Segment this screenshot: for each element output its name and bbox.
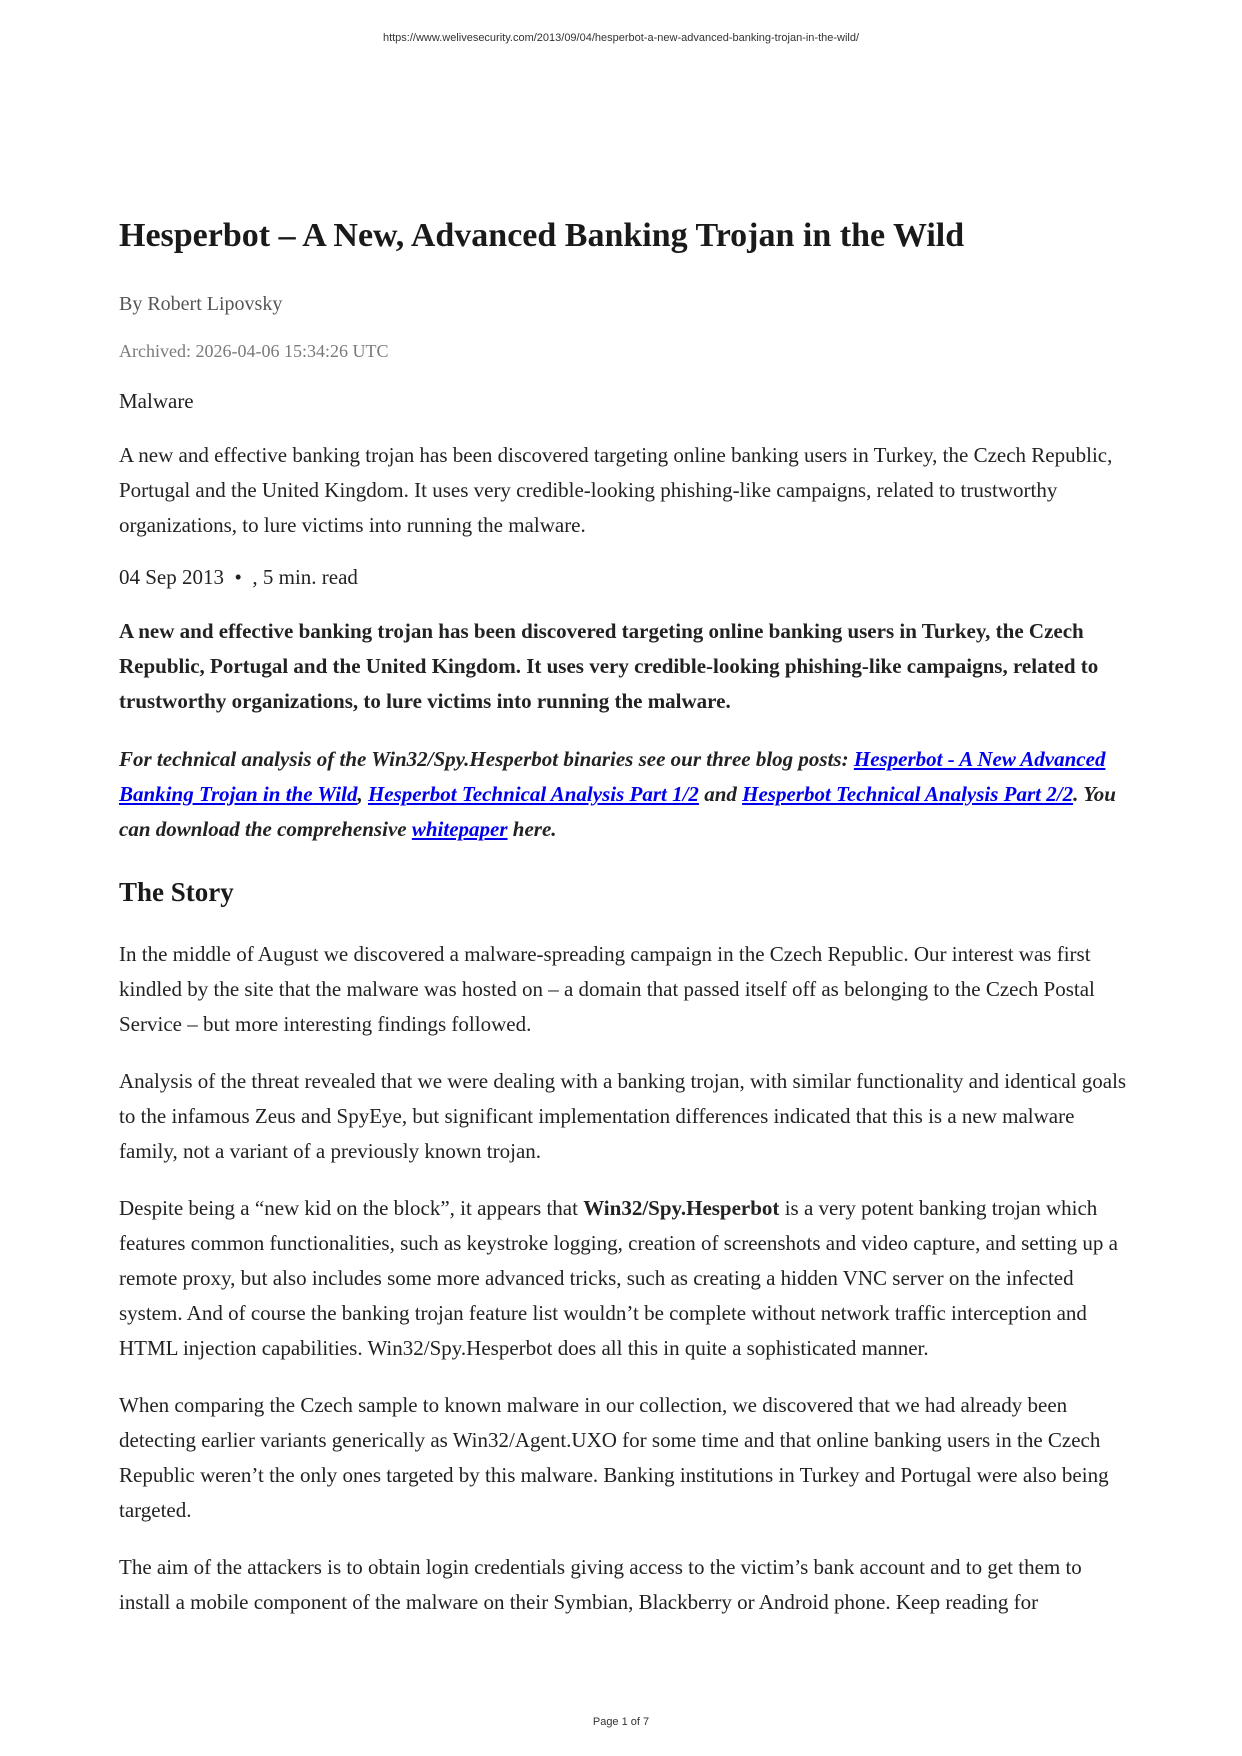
article-title: Hesperbot – A New, Advanced Banking Trojan in the Wild	[119, 217, 965, 254]
article-lead: A new and effective banking trojan has been discovered targeting online banking users in Turkey, the Czech Republic, Portugal and the United Kingdom. It uses very credible-looking phishing-like campaigns, related to trustworthy organizations, to lure victims into running the malware.	[119, 443, 1113, 537]
section-heading-story: The Story	[119, 877, 234, 907]
page-number: Page 1 of 7	[592, 1716, 650, 1728]
link-whitepaper[interactable]: whitepaper	[411, 817, 508, 841]
story-paragraph-4: When comparing the Czech sample to known malware in our collection, we discovered that we had already been detecting earlier variants generically as Win32/Agent.UXO for some time and that online banking users in the Czech Republic weren’t the only ones targeted by this malware. Banking institutions in Turkey and Portugal were also being targeted.	[119, 1393, 1109, 1522]
publish-date: 04 Sep 2013	[119, 565, 224, 589]
meta-bullet: •	[234, 565, 242, 589]
author-byline: By Robert Lipovsky	[119, 293, 283, 315]
article-content	[119, 212, 1129, 1620]
bold-lead-paragraph: A new and effective banking trojan has been discovered targeting online banking users in Turkey, the Czech Republic, Portugal and the United Kingdom. It uses very credible-looking phishing-like campaigns, related to trustworthy organizations, to lure victims into running the malware.	[119, 619, 1099, 713]
story-paragraph-5: The aim of the attackers is to obtain login credentials giving access to the victim’s bank account and to get them to install a mobile component of the malware on their Symbian, Blackberry or Android phone. Keep reading for	[119, 1555, 1082, 1614]
technical-analysis-note: For technical analysis of the Win32/Spy.Hesperbot binaries see our three blog posts: Hesperbot - A New Advanced Banking Trojan in the Wild, Hesperbot Technical Analysis Part 1/2 and Hesperbot Technical Analysis Part 2/2. You can download the comprehensive whitepaper here.	[119, 747, 1116, 841]
story-paragraph-3: Despite being a “new kid on the block”, it appears that Win32/Spy.Hesperbot is a very potent banking trojan which features common functionalities, such as keystroke logging, creation of screenshots and video capture, and setting up a remote proxy, but also includes some more advanced tricks, such as creating a hidden VNC server on the infected system. And of course the banking trojan feature list wouldn’t be complete without network traffic interception and HTML injection capabilities. Win32/Spy.Hesperbot does all this in quite a sophisticated manner.	[119, 1196, 1118, 1360]
malware-name-bold: Win32/Spy.Hesperbot	[583, 1196, 780, 1220]
link-hesperbot-new-advanced[interactable]: Hesperbot - A New Advanced Banking Trojan in the Wild	[119, 747, 1106, 806]
story-paragraph-1: In the middle of August we discovered a malware-spreading campaign in the Czech Republic. Our interest was first kindled by the site that the malware was hosted on – a domain that passed itself off as belonging to the Czech Postal Service – but more interesting findings followed.	[119, 942, 1095, 1036]
page-url-header: https://www.welivesecurity.com/2013/09/04/hesperbot-a-new-advanced-banking-trojan-in-the-wild/	[382, 32, 860, 44]
archived-timestamp: Archived: 2026-04-06 15:34:26 UTC	[119, 341, 389, 361]
link-technical-analysis-part2[interactable]: Hesperbot Technical Analysis Part 2/2	[742, 782, 1074, 806]
story-paragraph-2: Analysis of the threat revealed that we were dealing with a banking trojan, with similar functionality and identical goals to the infamous Zeus and SpyEye, but significant implementation differences indicated that this is a new malware family, not a variant of a previously known trojan.	[119, 1069, 1127, 1163]
article-meta	[119, 562, 1129, 592]
link-technical-analysis-part1[interactable]: Hesperbot Technical Analysis Part 1/2	[367, 782, 699, 806]
read-time: , 5 min. read	[252, 565, 358, 589]
category-label: Malware	[119, 389, 194, 413]
